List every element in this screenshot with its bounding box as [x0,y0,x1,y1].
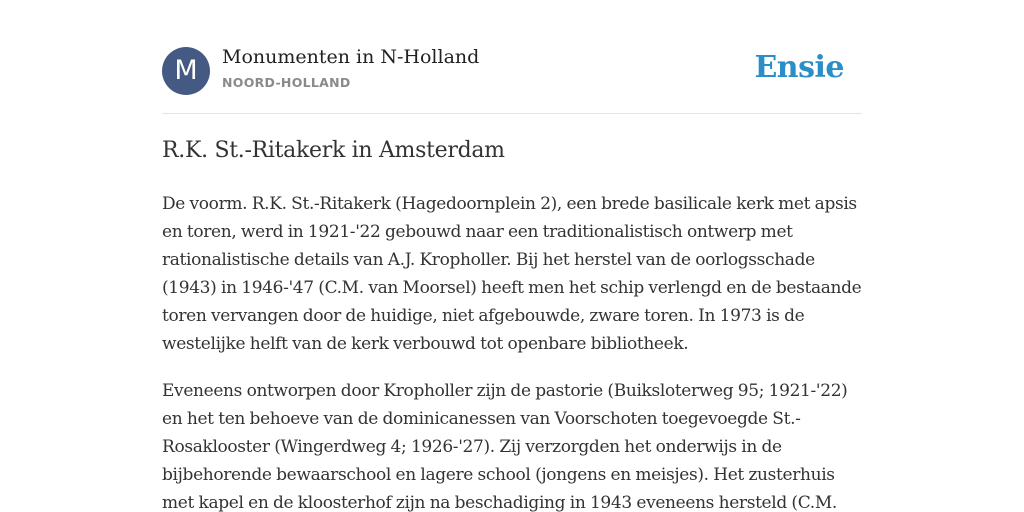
site-subtitle[interactable]: NOORD-HOLLAND [222,75,351,90]
brand-logo[interactable]: Ensie [754,50,844,85]
article-title: R.K. St.-Ritakerk in Amsterdam [162,138,505,163]
header-divider [162,113,862,114]
site-title[interactable]: Monumenten in N-Holland [222,46,480,68]
article-body [162,190,862,512]
avatar[interactable]: M [162,47,210,95]
article-paragraph: De voorm. R.K. St.-Ritakerk (Hagedoornplein 2), een brede basilicale kerk met apsis en toren, werd in 1921-'22 gebouwd naar een traditionalistisch ontwerp met rationalistische details van A.J. Kropholler. Bij het herstel van de oorlogsschade (1943) in 1946-'47 (C.M. van Moorsel) heeft men het schip verlengd en de bestaande toren vervangen door de huidige, niet afgebouwde, zware toren. In 1973 is de westelijke helft van de kerk verbouwd tot openbare bibliotheek. [162,194,862,354]
article-paragraph: Eveneens ontworpen door Kropholler zijn de pastorie (Buiksloterweg 95; 1921-'22) en het ten behoeve van de dominicanessen van Voorschoten toegevoegde St.-Rosaklooster (Wingerdweg 4; 1926-'27). Zij verzorgden het onderwijs in de bijbehorende bewaarschool en lagere school (jongens en meisjes). Het zusterhuis met kapel en de kloosterhof zijn na beschadiging in 1943 eveneens hersteld (C.M. [162,381,848,512]
header [162,46,862,96]
